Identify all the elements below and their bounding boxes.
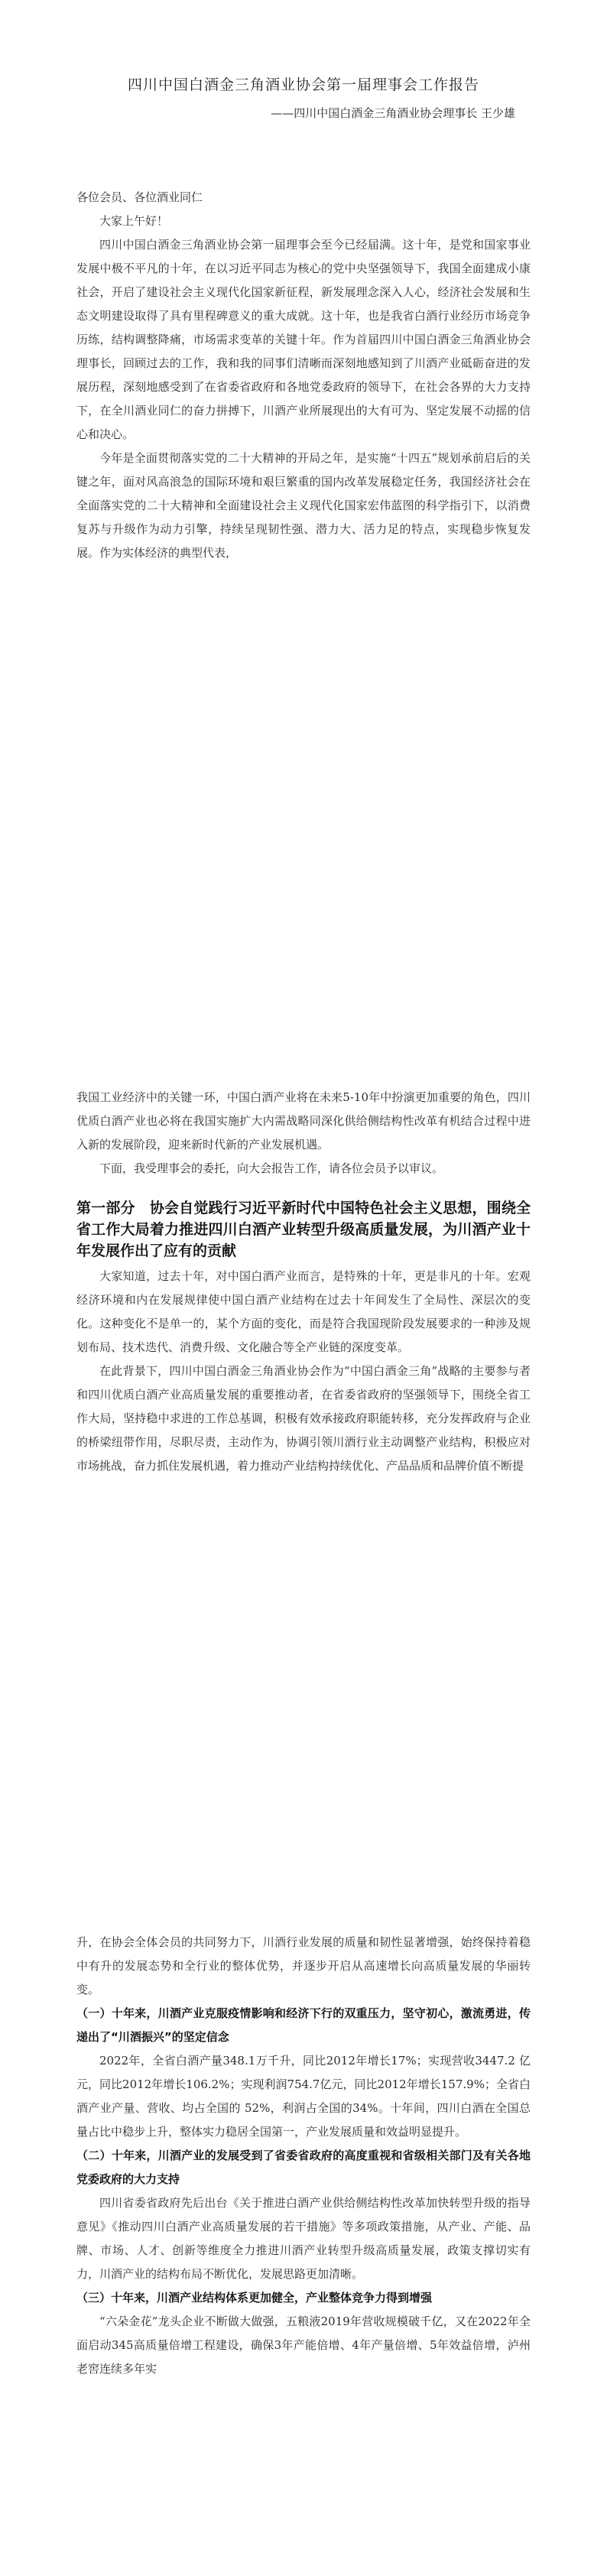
paragraph-leading-enterprises: “六朵金花”龙头企业不断做大做强，五粮液2019年营收规模破千亿，又在2022年全面启动345高质量倍增工程建设，确保3年产能倍增、4年产量倍增、5年效益倍增，泸州老窖连续多年实	[76, 2315, 531, 2376]
section-three-heading: （三）十年来，川酒产业结构体系更加健全，产业整体竞争力得到增强	[76, 2291, 433, 2305]
page3-body	[76, 1931, 531, 2381]
page1-body	[76, 186, 531, 565]
document-page-3	[0, 1728, 607, 2576]
paragraph-background: 在此背景下，四川中国白酒金三角酒业协会作为“中国白酒金三角”战略的主要参与者和四川优质白酒产业高质量发展的重要推动者，在省委省政府的坚强领导下，围绕全省工作大局，坚持稳中求进的工作总基调，积极有效承接政府职能转移，充分发挥政府与企业的桥梁纽带作用，尽职尽责，主动作为，协调引领川酒行业主动调整产业结构，积极应对市场挑战，奋力抓住发展机遇，着力推动产业结构持续优化、产品品质和品牌价值不断提	[76, 1364, 531, 1473]
section-one-heading: （一）十年来，川酒产业克服疫情影响和经济下行的双重压力，坚守初心，激流勇进，传递出了“川酒振兴”的坚定信念	[76, 2006, 531, 2044]
paragraph-statistics: 2022年，全省白酒产量348.1万千升，同比2012年增长17%；实现营收3447.2 亿元，同比2012年增长106.2%；实现利润754.7亿元，同比2012年增长157.9%；全省白酒产业产量、营收、均占全国的 52%，利润占全国的34%。十年间，四川白酒在全国总量占比中稳步上升，整体实力稳居全国第一，产业发展质量和效益明显提升。	[76, 2054, 531, 2139]
paragraph-continued: 我国工业经济中的关键一环，中国白酒产业将在未来5-10年中扮演更加重要的角色，四川优质白酒产业也必将在我国实施扩大内需战略同深化供给侧结构性改革有机结合过程中进入新的发展阶段，迎来新时代新的产业发展机遇。	[76, 1090, 531, 1152]
document-page-2	[0, 887, 607, 1728]
paragraph-entrust: 下面，我受理事会的委托，向大会报告工作，请各位会员予以审议。	[99, 1161, 444, 1175]
section-two-heading: （二）十年来，川酒产业的发展受到了省委省政府的高度重视和省级相关部门及有关各地党委政府的大力支持	[76, 2149, 531, 2186]
document-page-1	[0, 0, 607, 887]
salutation: 各位会员、各位酒业同仁	[76, 190, 203, 204]
part-one-heading: 第一部分 协会自觉践行习近平新时代中国特色社会主义思想，围绕全省工作大局着力推进四川白酒产业转型升级高质量发展，为川酒产业十年发展作出了应有的贡献	[76, 1200, 531, 1259]
paragraph-past-decade: 大家知道，过去十年，对中国白酒产业而言，是特殊的十年，更是非凡的十年。宏观经济环境和内在发展规律使中国白酒产业结构在过去十年间发生了全局性、深层次的变化。这种变化不是单一的，某个方面的变化，而是符合我国现阶段发展要求的一种涉及规划布局、技术迭代、消费升级、文化融合等全产业链的深度变革。	[76, 1269, 531, 1354]
document-title: 四川中国白酒金三角酒业协会第一届理事会工作报告	[127, 76, 479, 93]
paragraph-intro: 四川中国白酒金三角酒业协会第一届理事会至今已经届满。这十年，是党和国家事业发展中极不平凡的十年，在以习近平同志为核心的党中央坚强领导下，我国全面建成小康社会，开启了建设社会主义现代化国家新征程，新发展理念深入人心，经济社会发展和生态文明建设取得了具有里程碑意义的重大成就。这十年，也是我省白酒行业经历市场竞争历练，结构调整降痛，市场需求变革的关键十年。作为首届四川中国白酒金三角酒业协会理事长，回顾过去的工作，我和我的同事们清晰而深刻地感知到了川酒产业砥砺奋进的发展历程，深刻地感受到了在省委省政府和各地党委政府的领导下，在社会各界的大力支持下，在全川酒业同仁的奋力拼搏下，川酒产业所展现出的大有可为、坚定发展不动摇的信心和决心。	[76, 238, 531, 441]
paragraph-continued: 升，在协会全体会员的共同努力下，川酒行业发展的质量和韧性显著增强，始终保持着稳中有升的发展态势和全行业的整体优势，并逐步开启从高速增长向高质量发展的华丽转变。	[76, 1935, 531, 1996]
paragraph-this-year: 今年是全面贯彻落实党的二十大精神的开局之年，是实施“十四五”规划承前启后的关键之年，面对风高浪急的国际环境和艰巨繁重的国内改革发展稳定任务，我国经济社会在全面落实党的二十大精神和全面建设社会主义现代化国家宏伟蓝图的科学指引下，以消费复苏与升级作为动力引擎，持续呈现韧性强、潜力大、活力足的特点，实现稳步恢复发展。作为实体经济的典型代表，	[76, 451, 531, 560]
document-byline: ——四川中国白酒金三角酒业协会理事长 王少雄	[271, 106, 515, 120]
page2-body	[76, 1086, 531, 1478]
greeting: 大家上午好！	[99, 214, 169, 228]
paragraph-policy: 四川省委省政府先后出台《关于推进白酒产业供给侧结构性改革加快转型升级的指导意见》《推动四川白酒产业高质量发展的若干措施》等多项政策措施，从产业、产能、品牌、市场、人才、创新等维度全力推进川酒产业转型升级高质量发展，政策支撑切实有力，川酒产业的结构布局不断优化，发展思路更加清晰。	[76, 2196, 531, 2281]
